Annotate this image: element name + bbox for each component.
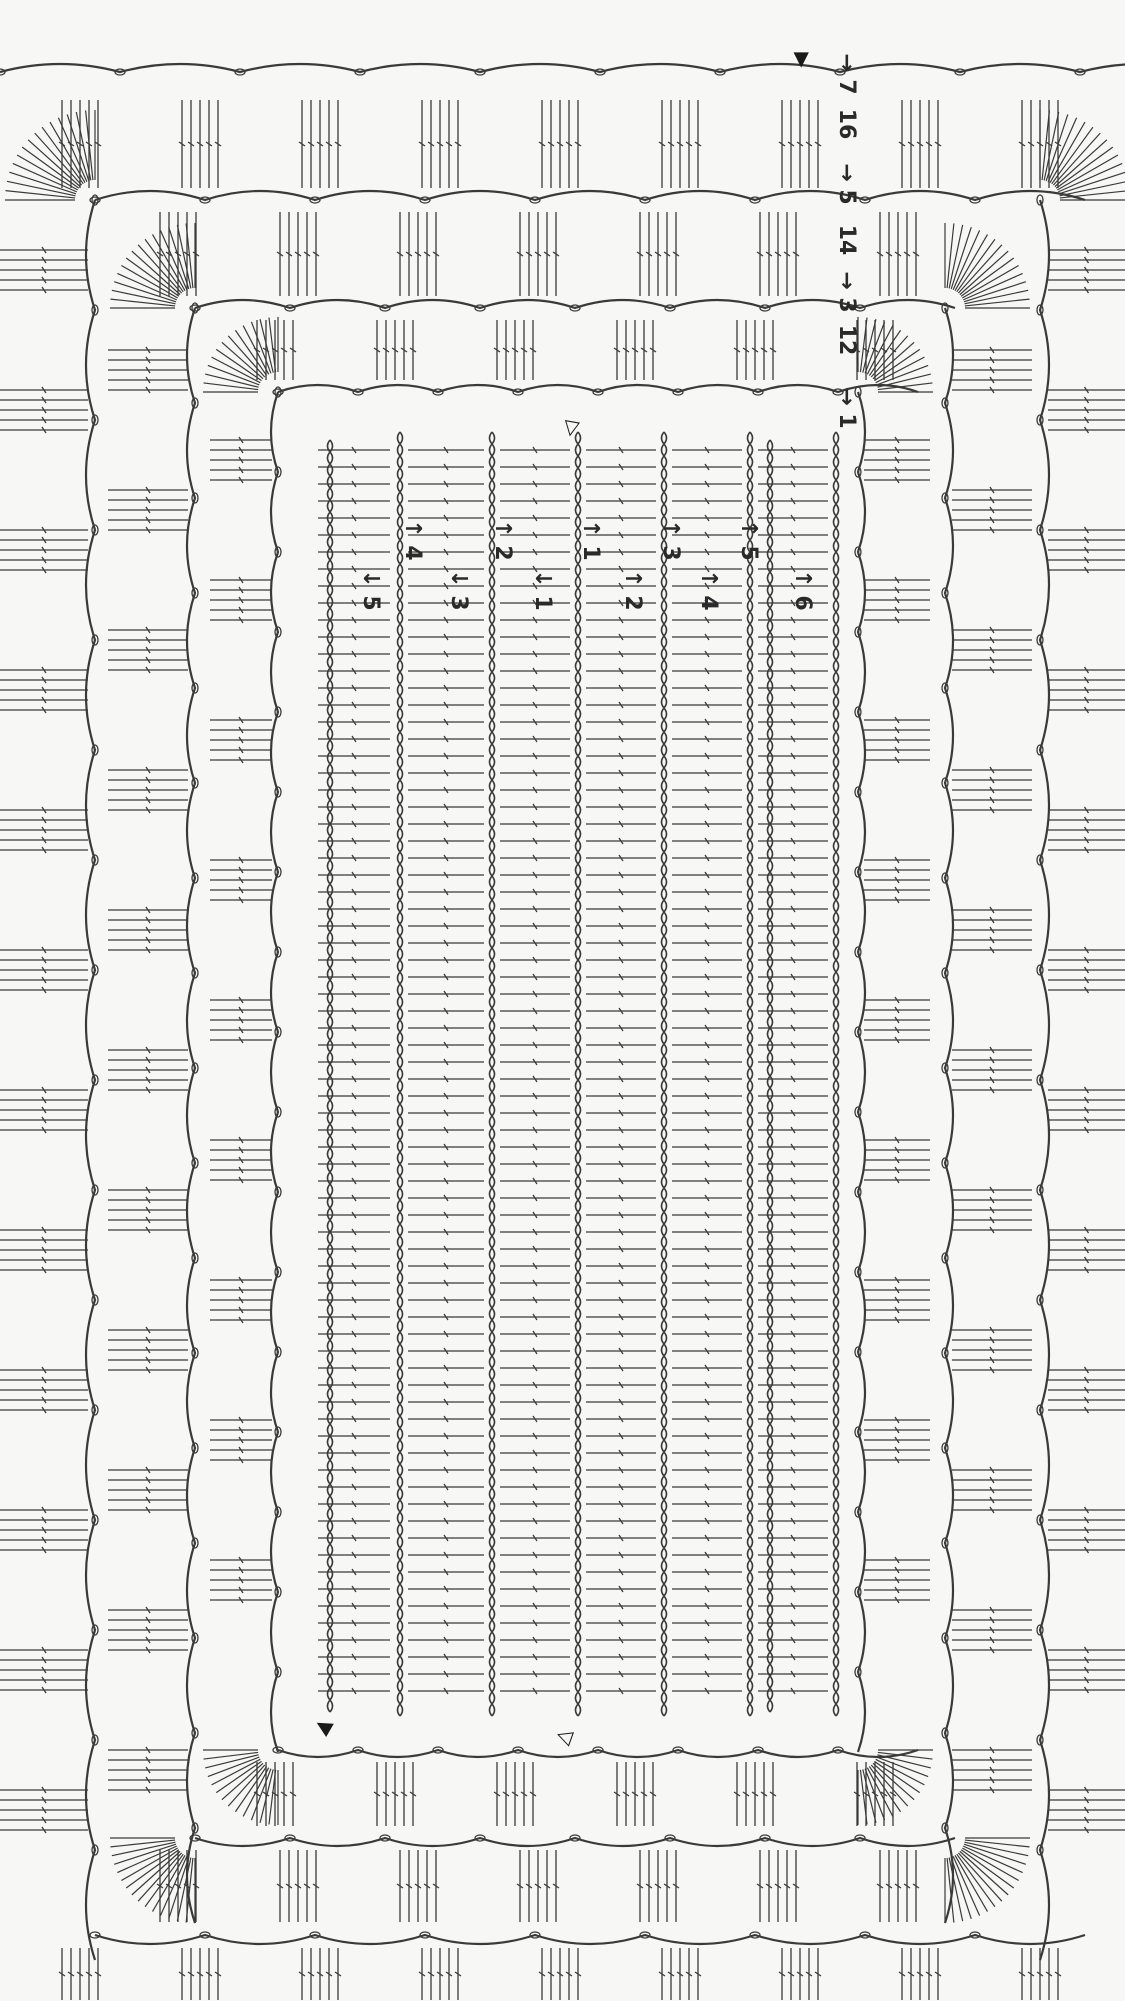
row-label: ↓ 1: [530, 569, 555, 611]
round-label: → 1: [834, 387, 859, 429]
start-marker: ▷: [552, 1724, 575, 1753]
start-marker: ▶: [309, 1713, 336, 1743]
row-label: ↑ 5: [736, 519, 761, 561]
row-label: ↓ 5: [358, 569, 383, 611]
row-label: ↑ 3: [658, 519, 683, 561]
round-label: → 5: [834, 163, 859, 205]
round-label: 14: [834, 224, 859, 256]
row-label: ↓ 3: [446, 569, 471, 611]
row-label: ↑ 2: [620, 569, 645, 611]
start-marker: ▷: [559, 419, 587, 439]
row-label: ↑ 4: [696, 569, 721, 611]
row-label: ↑ 6: [790, 569, 815, 611]
round-label: 12: [834, 324, 859, 356]
row-label: ↑ 4: [400, 519, 425, 561]
start-marker: ▶: [791, 52, 815, 68]
row-label: ↑ 1: [578, 519, 603, 561]
round-label: 16: [834, 108, 859, 140]
row-label: ↑ 2: [490, 519, 515, 561]
round-label: → 3: [834, 271, 859, 313]
round-label: → 7: [834, 53, 859, 95]
